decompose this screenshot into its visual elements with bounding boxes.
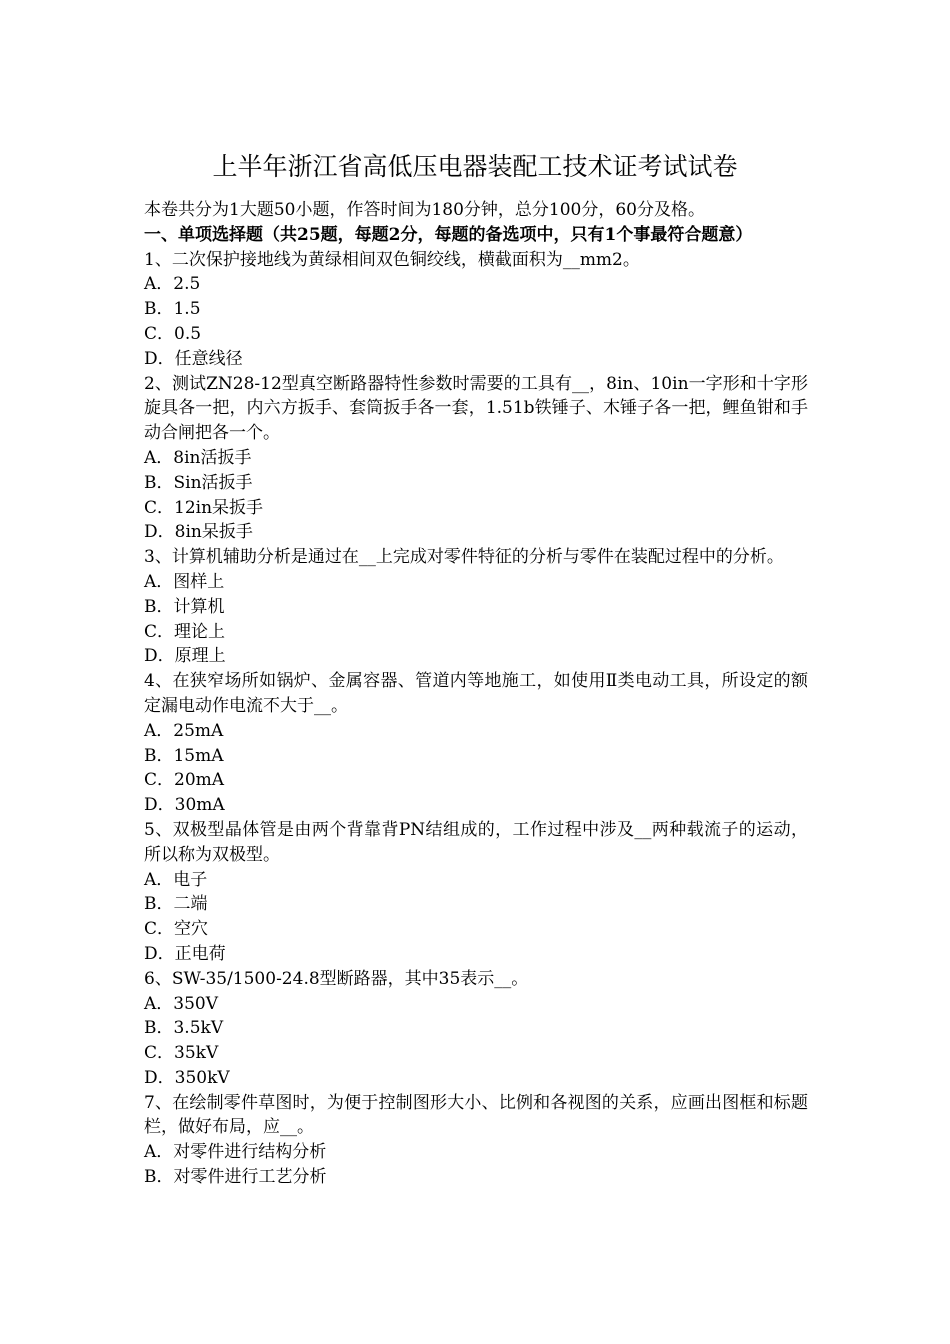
question-stem: 1、二次保护接地线为黄绿相间双色铜绞线，横截面积为__mm2。 — [144, 249, 640, 270]
question-3 — [144, 545, 808, 669]
option-c: C．0.5 — [144, 323, 202, 344]
option-b: B．3.5kV — [144, 1018, 224, 1039]
option-b: B．二端 — [144, 894, 208, 915]
option-a: A．2.5 — [144, 274, 201, 295]
option-d: D．30mA — [144, 795, 225, 816]
option-c: C．空穴 — [144, 919, 209, 940]
question-4 — [144, 669, 808, 818]
exam-intro: 本卷共分为1大题50小题，作答时间为180分钟，总分100分，60分及格。 — [144, 200, 705, 220]
option-c: C．20mA — [144, 770, 225, 791]
question-5 — [144, 818, 808, 967]
exam-content — [144, 198, 808, 1190]
option-d: D．8in呆扳手 — [144, 522, 253, 543]
question-stem: 4、在狭窄场所如锅炉、金属容器、管道内等地施工，如使用Ⅱ类电动工具，所设定的额定漏电动作电流不大于__。 — [144, 671, 808, 716]
option-c: C．35kV — [144, 1043, 219, 1064]
option-b: B．对零件进行工艺分析 — [144, 1167, 327, 1188]
option-d: D．任意线径 — [144, 348, 243, 369]
question-stem: 2、测试ZN28-12型真空断路器特性参数时需要的工具有__，8in、10in一字形和十字形旋具各一把，内六方扳手、套筒扳手各一套，1.51b铁锤子、木锤子各一把，鲤鱼钳和手动合闸把各一个。 — [144, 373, 808, 444]
section-heading: 一、单项选择题（共25题，每题2分，每题的备选项中，只有1个事最符合题意） — [144, 224, 753, 245]
option-b: B．1.5 — [144, 299, 201, 320]
option-b: B．计算机 — [144, 596, 225, 617]
option-d: D．原理上 — [144, 646, 226, 667]
question-1 — [144, 248, 808, 372]
option-d: D．350kV — [144, 1067, 230, 1088]
page-title: 上半年浙江省高低压电器装配工技术证考试试卷 — [212, 152, 738, 181]
option-b: B．Sin活扳手 — [144, 472, 253, 493]
question-2 — [144, 372, 808, 546]
option-a: A．25mA — [144, 720, 224, 741]
question-stem: 3、计算机辅助分析是通过在__上完成对零件特征的分析与零件在装配过程中的分析。 — [144, 547, 784, 568]
option-a: A．电子 — [144, 869, 208, 890]
option-d: D．正电荷 — [144, 943, 226, 964]
option-c: C．理论上 — [144, 621, 226, 642]
option-b: B．15mA — [144, 745, 224, 766]
question-stem: 5、双极型晶体管是由两个背靠背PN结组成的，工作过程中涉及__两种载流子的运动，所以称为双极型。 — [144, 819, 808, 865]
option-a: A．对零件进行结构分析 — [144, 1142, 327, 1163]
question-6 — [144, 967, 808, 1091]
question-stem: 6、SW-35/1500-24.8型断路器，其中35表示__。 — [144, 968, 529, 989]
question-7 — [144, 1091, 808, 1190]
option-c: C．12in呆扳手 — [144, 497, 264, 518]
option-a: A．图样上 — [144, 571, 225, 592]
option-a: A．350V — [144, 993, 219, 1014]
question-stem: 7、在绘制零件草图时，为便于控制图形大小、比例和各视图的关系，应画出图框和标题栏，做好布局，应__。 — [144, 1092, 808, 1138]
option-a: A．8in活扳手 — [144, 447, 252, 468]
